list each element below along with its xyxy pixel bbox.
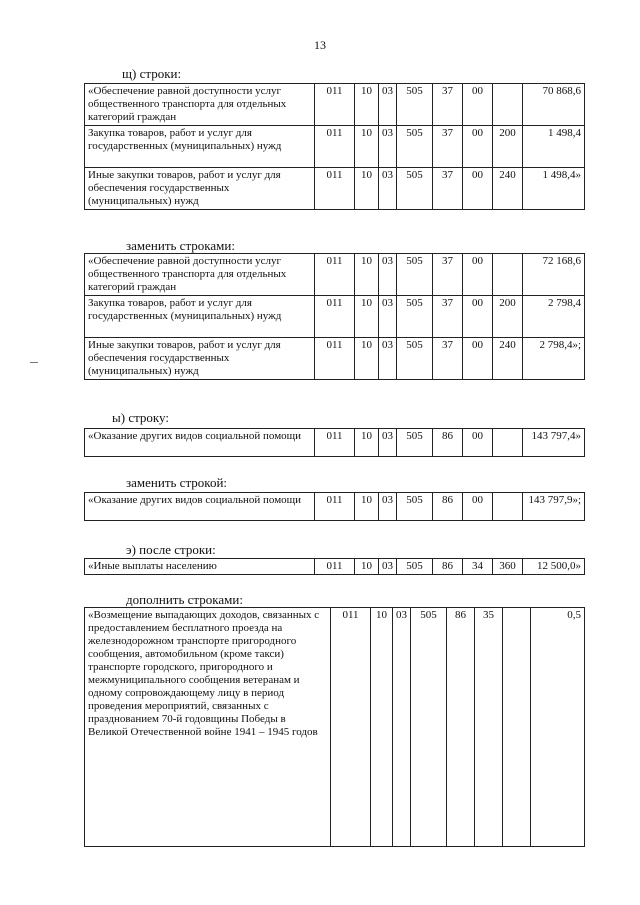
code-article-3: 00 — [463, 84, 493, 126]
code-article-2: 37 — [433, 126, 463, 168]
margin-mark — [30, 362, 38, 363]
row-name: «Обеспечение равной доступности услуг общественного транспорта для отдельных категорий граждан — [85, 254, 315, 296]
budget-table — [84, 492, 585, 521]
code-expense-type — [493, 493, 523, 521]
budget-table — [84, 253, 585, 380]
amount: 72 168,6 — [523, 254, 585, 296]
code-article-1: 505 — [397, 338, 433, 380]
code-ministry: 011 — [315, 338, 355, 380]
code-article-3: 00 — [463, 338, 493, 380]
code-article-2: 86 — [447, 608, 475, 847]
code-article-2: 37 — [433, 168, 463, 210]
code-section: 10 — [355, 429, 379, 457]
page-number: 13 — [314, 38, 326, 52]
table-row — [85, 126, 585, 168]
amount: 1 498,4» — [523, 168, 585, 210]
code-section: 10 — [355, 338, 379, 380]
section-heading: э) после строки: — [126, 542, 216, 557]
code-ministry: 011 — [315, 168, 355, 210]
code-article-2: 86 — [433, 429, 463, 457]
code-section: 10 — [355, 296, 379, 338]
code-section: 10 — [355, 84, 379, 126]
code-section: 10 — [355, 168, 379, 210]
budget-table — [84, 558, 585, 575]
code-section: 10 — [355, 493, 379, 521]
code-expense-type: 240 — [493, 338, 523, 380]
code-subsection: 03 — [379, 429, 397, 457]
code-article-3: 00 — [463, 429, 493, 457]
section-heading: щ) строки: — [122, 66, 182, 81]
section-heading: дополнить строками: — [126, 592, 243, 607]
code-section: 10 — [371, 608, 393, 847]
table-row — [85, 296, 585, 338]
code-article-1: 505 — [397, 254, 433, 296]
amount: 0,5 — [531, 608, 585, 847]
amount: 143 797,4» — [523, 429, 585, 457]
table-row — [85, 608, 585, 847]
code-expense-type: 200 — [493, 126, 523, 168]
code-ministry: 011 — [315, 126, 355, 168]
code-ministry: 011 — [315, 559, 355, 575]
amount: 143 797,9»; — [523, 493, 585, 521]
code-subsection: 03 — [379, 126, 397, 168]
code-ministry: 011 — [331, 608, 371, 847]
code-subsection: 03 — [379, 338, 397, 380]
amount: 2 798,4 — [523, 296, 585, 338]
code-subsection: 03 — [379, 493, 397, 521]
code-article-2: 37 — [433, 254, 463, 296]
amount: 2 798,4»; — [523, 338, 585, 380]
table-row — [85, 254, 585, 296]
row-name: «Возмещение выпадающих доходов, связанных с предоставлением бесплатного проезда на железнодорожном транспорте пригородного сообщения, автомобильном (кроме такси) транспорте городского, пригородного и межмуниципального сообщения ветеранам и одному сопровождающему лицу в период проведения мероприятий, связанных с празднованием 70-й годовщины Победы в Великой Отечественной войне 1941 – 1945 годов — [85, 608, 331, 847]
code-article-3: 35 — [475, 608, 503, 847]
code-ministry: 011 — [315, 254, 355, 296]
table-row — [85, 84, 585, 126]
code-expense-type: 360 — [493, 559, 523, 575]
table-row — [85, 429, 585, 457]
code-article-3: 00 — [463, 254, 493, 296]
table-row — [85, 168, 585, 210]
section-heading: ы) строку: — [112, 410, 169, 425]
code-ministry: 011 — [315, 493, 355, 521]
code-article-3: 00 — [463, 168, 493, 210]
code-subsection: 03 — [379, 84, 397, 126]
code-subsection: 03 — [379, 254, 397, 296]
code-expense-type: 240 — [493, 168, 523, 210]
code-section: 10 — [355, 126, 379, 168]
row-name: Иные закупки товаров, работ и услуг для обеспечения государственных (муниципальных) нужд — [85, 338, 315, 380]
code-article-1: 505 — [397, 126, 433, 168]
row-name: «Обеспечение равной доступности услуг общественного транспорта для отдельных категорий граждан — [85, 84, 315, 126]
table-row — [85, 493, 585, 521]
code-article-1: 505 — [397, 168, 433, 210]
code-article-3: 00 — [463, 296, 493, 338]
row-name: Закупка товаров, работ и услуг для государственных (муниципальных) нужд — [85, 126, 315, 168]
code-article-3: 00 — [463, 493, 493, 521]
code-subsection: 03 — [379, 168, 397, 210]
code-expense-type — [493, 429, 523, 457]
code-subsection: 03 — [379, 296, 397, 338]
code-section: 10 — [355, 559, 379, 575]
row-name: Иные закупки товаров, работ и услуг для обеспечения государственных (муниципальных) нужд — [85, 168, 315, 210]
code-article-3: 34 — [463, 559, 493, 575]
amount: 1 498,4 — [523, 126, 585, 168]
code-article-1: 505 — [397, 559, 433, 575]
code-subsection: 03 — [379, 559, 397, 575]
code-expense-type — [503, 608, 531, 847]
code-expense-type: 200 — [493, 296, 523, 338]
section-heading: заменить строкой: — [126, 475, 228, 490]
section-heading: заменить строками: — [126, 238, 235, 253]
code-subsection: 03 — [393, 608, 411, 847]
code-expense-type — [493, 84, 523, 126]
amount: 70 868,6 — [523, 84, 585, 126]
table-row — [85, 559, 585, 575]
code-article-2: 86 — [433, 559, 463, 575]
budget-table — [84, 428, 585, 457]
code-article-1: 505 — [397, 429, 433, 457]
code-article-3: 00 — [463, 126, 493, 168]
code-article-2: 37 — [433, 338, 463, 380]
code-article-1: 505 — [397, 493, 433, 521]
code-expense-type — [493, 254, 523, 296]
code-article-2: 37 — [433, 296, 463, 338]
budget-table — [84, 607, 585, 847]
code-ministry: 011 — [315, 429, 355, 457]
row-name: Закупка товаров, работ и услуг для государственных (муниципальных) нужд — [85, 296, 315, 338]
code-article-2: 37 — [433, 84, 463, 126]
code-ministry: 011 — [315, 84, 355, 126]
row-name: «Оказание других видов социальной помощи — [85, 429, 315, 457]
code-ministry: 011 — [315, 296, 355, 338]
amount: 12 500,0» — [523, 559, 585, 575]
code-section: 10 — [355, 254, 379, 296]
table-row — [85, 338, 585, 380]
row-name: «Иные выплаты населению — [85, 559, 315, 575]
code-article-2: 86 — [433, 493, 463, 521]
row-name: «Оказание других видов социальной помощи — [85, 493, 315, 521]
code-article-1: 505 — [397, 296, 433, 338]
budget-table — [84, 83, 585, 210]
code-article-1: 505 — [397, 84, 433, 126]
code-article-1: 505 — [411, 608, 447, 847]
